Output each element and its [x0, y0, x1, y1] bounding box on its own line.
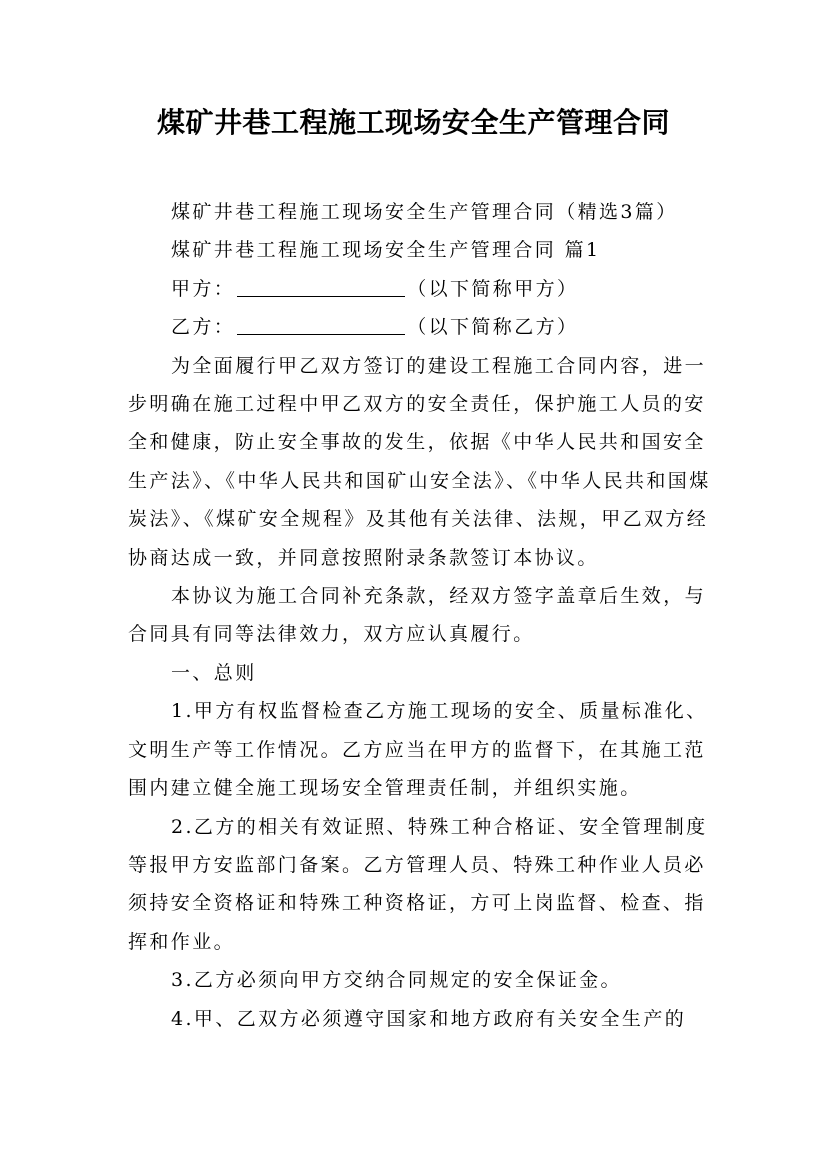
- clause-4: 4.甲、乙双方必须遵守国家和地方政府有关安全生产的: [171, 1007, 687, 1030]
- party-a-line: [128, 270, 718, 308]
- party-a-label: 甲方：: [171, 277, 236, 300]
- party-a-note: （以下简称甲方）: [407, 277, 579, 300]
- clause-2: 2.乙方的相关有效证照、特殊工种合格证、安全管理制度等报甲方安监部门备案。乙方管理人员、特殊工种作业人员必须持安全资格证和特殊工种资格证，方可上岗监督、检查、指挥和作业。: [128, 815, 708, 953]
- clause-1: 1.甲方有权监督检查乙方施工现场的安全、质量标准化、文明生产等工作情况。乙方应当在甲方的监督下，在其施工范围内建立健全施工现场安全管理责任制，并组织实施。: [128, 700, 708, 800]
- clause-3: 3.乙方必须向甲方交纳合同规定的安全保证金。: [171, 969, 622, 992]
- party-b-label: 乙方：: [171, 316, 236, 339]
- party-b-line: [128, 308, 718, 346]
- party-b-blank: [237, 314, 405, 335]
- section-heading-general: 一、总则: [171, 661, 257, 684]
- document-title: 煤矿井巷工程施工现场安全生产管理合同: [156, 106, 670, 139]
- document-body: [128, 193, 718, 1038]
- paragraph-preamble: 为全面履行甲乙双方签订的建设工程施工合同内容，进一步明确在施工过程中甲乙双方的安全责任，保护施工人员的安全和健康，防止安全事故的发生，依据《中华人民共和国安全生产法》、《中华人民共和国矿山安全法》、《中华人民共和国煤炭法》、《煤矿安全规程》及其他有关法律、法规，甲乙双方经协商达成一致，并同意按照附录条款签订本协议。: [128, 354, 711, 569]
- document-subtitle: 煤矿井巷工程施工现场安全生产管理合同（精选3篇）: [171, 201, 678, 223]
- part-heading: 煤矿井巷工程施工现场安全生产管理合同 篇1: [171, 239, 601, 262]
- party-a-blank: [237, 276, 405, 297]
- party-b-note: （以下简称乙方）: [407, 316, 579, 339]
- paragraph-effect: 本协议为施工合同补充条款，经双方签字盖章后生效，与合同具有同等法律效力，双方应认真履行。: [128, 585, 707, 646]
